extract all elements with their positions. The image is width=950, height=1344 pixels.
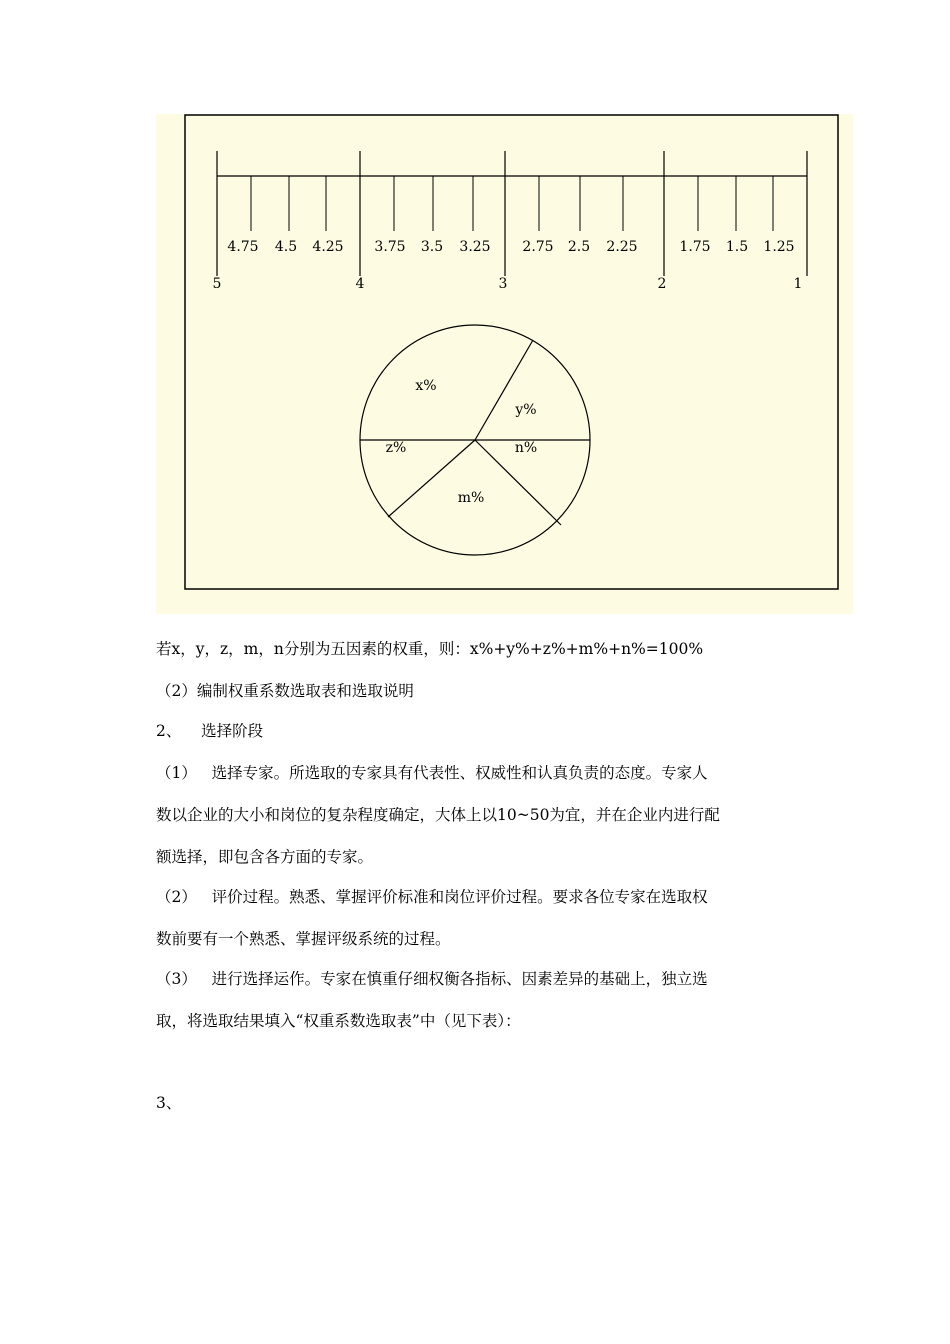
formula-line: 若x，y，z，m，n分别为五因素的权重，则：x%+y%+z%+m%+n%=100% xyxy=(156,640,704,658)
item-2-line-1: （2） 评价过程。熟悉、掌握评价标准和岗位评价过程。要求各位专家在选取权 xyxy=(156,888,708,906)
rating-scale xyxy=(213,151,807,292)
item-1-line-3: 额选择，即包含各方面的专家。 xyxy=(156,848,374,866)
pie-label-x: x% xyxy=(415,378,437,394)
pie-label-m: m% xyxy=(457,490,485,506)
minor-label: 1.5 xyxy=(725,239,749,255)
minor-label: 1.25 xyxy=(763,239,795,255)
weight-figure xyxy=(156,114,853,614)
major-label: 5 xyxy=(212,276,222,292)
figure-frame xyxy=(185,115,838,589)
pie-label-y: y% xyxy=(515,402,537,418)
item-3-line-1: （3） 进行选择运作。专家在慎重仔细权衡各指标、因素差异的基础上，独立选 xyxy=(156,970,708,988)
pie-label-n: n% xyxy=(514,440,538,456)
minor-label: 4.5 xyxy=(274,239,298,255)
pie-label-z: z% xyxy=(385,440,407,456)
minor-label: 2.75 xyxy=(522,239,554,255)
minor-label: 3.5 xyxy=(420,239,444,255)
minor-label: 1.75 xyxy=(679,239,711,255)
figure-drawing xyxy=(156,114,853,614)
item-1-line-2: 数以企业的大小和岗位的复杂程度确定，大体上以10~50为宜，并在企业内进行配 xyxy=(156,806,720,824)
major-label: 2 xyxy=(657,276,667,292)
item-1-line-1: （1） 选择专家。所选取的专家具有代表性、权威性和认真负责的态度。专家人 xyxy=(156,764,708,782)
major-label: 1 xyxy=(793,276,803,292)
pie-divider xyxy=(475,340,533,440)
major-label: 3 xyxy=(498,276,508,292)
section-2-heading: 2、 选择阶段 xyxy=(156,722,264,740)
major-label: 4 xyxy=(355,276,365,292)
minor-label: 2.25 xyxy=(606,239,638,255)
section-3-heading: 3、 xyxy=(156,1094,182,1112)
step-2-heading: （2）编制权重系数选取表和选取说明 xyxy=(156,682,414,700)
minor-label: 3.25 xyxy=(459,239,491,255)
weight-pie xyxy=(360,325,590,555)
minor-label: 3.75 xyxy=(374,239,406,255)
item-3-line-2: 取，将选取结果填入“权重系数选取表”中（见下表）： xyxy=(156,1012,521,1030)
minor-label: 4.25 xyxy=(312,239,344,255)
minor-label: 2.5 xyxy=(567,239,591,255)
minor-label: 4.75 xyxy=(227,239,259,255)
item-2-line-2: 数前要有一个熟悉、掌握评级系统的过程。 xyxy=(156,930,451,948)
